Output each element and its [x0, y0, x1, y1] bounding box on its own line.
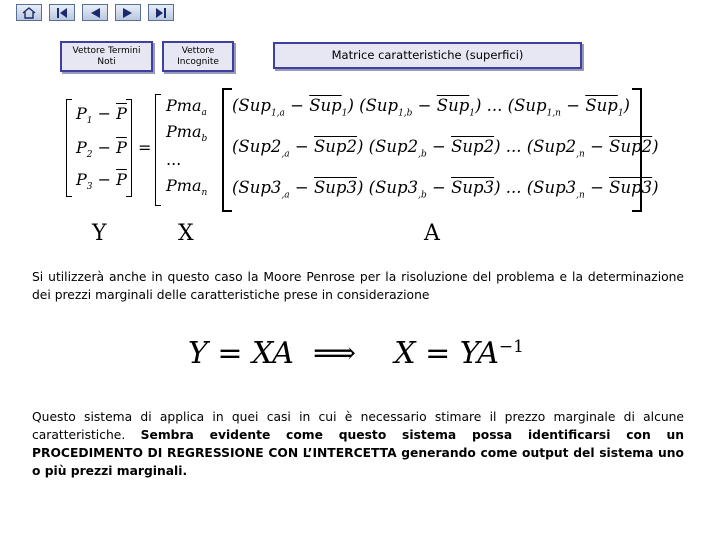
- x-left-bracket: [155, 94, 161, 206]
- a-row-3: $(Sup3_{,a} - Sup3) (Sup3_{,b} - Sup3)$ ... $(Sup3_{,n} - Sup3)$: [232, 178, 659, 201]
- unknowns-label: Vettore Incognite: [162, 41, 234, 72]
- x-row-2: Pma$_b$: [166, 122, 208, 145]
- first-slide-icon: [55, 7, 69, 19]
- previous-slide-icon: [88, 7, 102, 19]
- a-row-2: $(Sup2_{,a} - Sup2) (Sup2_{,b} - Sup2)$ ... $(Sup2_{,n} - Sup2)$: [232, 137, 659, 160]
- y-row-1: $P_1 - \overline{P}$: [76, 104, 127, 127]
- slide-navigation: [16, 4, 174, 21]
- regression-text-bold: Sembra evidente come questo sistema possa identificarsi con un PROCEDIMENTO DI REGRESSIONE CON L’INTERCETTA generando come output del sistema uno o più prezzi marginali.: [32, 428, 684, 478]
- letter-x: X: [178, 221, 194, 246]
- x-row-ellipsis: ...: [166, 150, 182, 169]
- moore-penrose-text: Si utilizzerà anche in questo caso la Moore Penrose per la risoluzione del problema e la determinazione dei prezzi marginali delle caratteristiche prese in considerazione: [32, 270, 684, 302]
- regression-equation: Y = XA ⟹ $X = YA^{-1}$: [188, 336, 524, 371]
- previous-slide-button[interactable]: [82, 4, 108, 21]
- next-slide-icon: [121, 7, 135, 19]
- y-left-bracket: [66, 99, 72, 197]
- last-slide-button[interactable]: [148, 4, 174, 21]
- first-slide-button[interactable]: [49, 4, 75, 21]
- equals-sign: =: [138, 138, 152, 157]
- x-row-1: Pma$_a$: [166, 96, 207, 119]
- last-slide-icon: [154, 7, 168, 19]
- regression-text-plain: Questo sistema di applica in quei casi in cui è necessario stimare il prezzo marginale di alcune caratteristiche.: [32, 410, 684, 442]
- y-row-3: $P_3 - \overline{P}$: [76, 170, 127, 193]
- a-row-1: $(Sup_{1,a} - \overline{Sup}_1)$ $(Sup_{1,b} - \overline{Sup}_1)$ ... $(Sup_{1,n} - \overline{Sup}_1)$: [232, 96, 630, 119]
- characteristics-matrix-label: Matrice caratteristiche (superfici): [273, 42, 582, 69]
- home-button[interactable]: [16, 4, 42, 21]
- regression-text: [32, 408, 684, 480]
- next-slide-button[interactable]: [115, 4, 141, 21]
- known-terms-label: Vettore Termini Noti: [60, 41, 153, 72]
- x-row-n: Pma$_n$: [166, 176, 208, 199]
- y-row-2: $P_2 - \overline{P}$: [76, 138, 127, 161]
- letter-y: Y: [92, 221, 107, 246]
- home-icon: [22, 7, 36, 19]
- a-left-bracket: [222, 88, 232, 212]
- letter-a: A: [424, 221, 440, 246]
